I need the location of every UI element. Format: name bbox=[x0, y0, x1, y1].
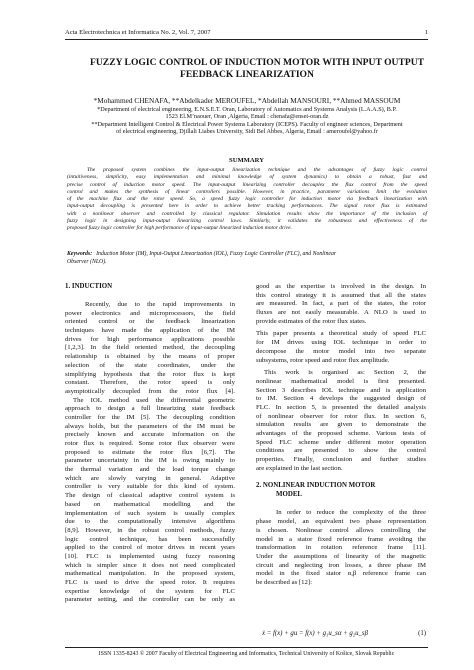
body-line: phase model, an equivalent two phase representation bbox=[256, 518, 426, 526]
left-column bbox=[65, 283, 235, 605]
body-line: expertise knowledge of the system for FLC bbox=[65, 587, 235, 595]
body-line: power electronics and microprocessors, the field bbox=[65, 309, 235, 317]
body-line: good as the expertise is involved in the design. In bbox=[256, 283, 426, 290]
summary-line: proposed fuzzy logic controller for high performance of input-output linearized induction motor drive. bbox=[67, 225, 292, 231]
body-line: are explained in the last section. bbox=[256, 464, 343, 472]
title-line: FUZZY LOGIC CONTROL OF INDUCTION MOTOR WITH INPUT OUTPUT bbox=[90, 57, 425, 68]
body-line: This paper presents a theoretical study of speed FLC bbox=[256, 330, 426, 338]
body-line: Speed FLC scheme under different motor operation bbox=[256, 438, 426, 446]
title-line: FEEDBACK LINEARIZATION bbox=[180, 68, 314, 80]
paper-title bbox=[90, 57, 425, 80]
body-line: to IM. Section 4 develops the suggested design of bbox=[256, 395, 426, 403]
body-line: circuit and neglecting iron losses, a three phase IM bbox=[256, 561, 426, 569]
body-line: logic control technique, has been successfully bbox=[65, 535, 235, 543]
affiliation-line: **Department Intelligent Control & Electrical Power Systems Laboratory (ICEPS). Faculty of engineer sciences, Department bbox=[91, 120, 403, 128]
page-number: 1 bbox=[424, 29, 428, 36]
body-line: always holds, but the parameters of the IM must be bbox=[65, 422, 235, 430]
body-line: nonlinear mathematical model is first presented. bbox=[256, 377, 426, 385]
section-heading-nonlinear-model: 2. NONLINEAR INDUCTION MOTOR bbox=[256, 482, 376, 490]
body-line: Recently, due to the rapid improvements in bbox=[85, 301, 235, 308]
body-line: precisely known and accurate information on the bbox=[65, 431, 235, 439]
body-line: for IM drives using IOL technique in order to bbox=[256, 339, 426, 347]
body-line: this control strategy it is assumed that all the states bbox=[256, 291, 426, 299]
body-line: transformation in rotation reference frame [11]. bbox=[256, 544, 426, 552]
affiliation-line: *Department of electrical engineering, E.N.S.E.T. Oran, Laboratory of Automatics and Systems Analysis (L.A.A.S), B.P. bbox=[97, 106, 397, 113]
right-column bbox=[256, 283, 426, 588]
body-line: [10]. FLC is implemented using fuzzy reasoning bbox=[65, 552, 235, 560]
body-line: parameter setting, and the controller can be only as bbox=[65, 596, 235, 604]
running-header bbox=[65, 29, 428, 39]
body-line: parameter uncertainty in the IM is owing mainly to bbox=[65, 457, 235, 465]
body-line: FLC is used to drive the speed rotor. It requires bbox=[65, 579, 235, 586]
body-line: The design of classical adaptive control system is bbox=[65, 492, 235, 500]
equation-1 bbox=[262, 630, 426, 640]
body-line: controller is very suitable for this kind of system. bbox=[65, 483, 235, 491]
equation-text: ẋ = f(x) + gu = f(x) + g₁u_sα + g₂u_sβ bbox=[262, 630, 368, 637]
body-line: In order to reduce the complexity of the three bbox=[276, 509, 426, 517]
body-line: controller for the IM [5]. The decoupling condition bbox=[65, 413, 235, 421]
summary-line: control and makes the synthesis of linear controllers possible. However, in practice, parameter variations limit the evolution bbox=[67, 188, 427, 195]
body-line: rotor flux is required. Some rotor flux observer were bbox=[65, 440, 235, 447]
footer-rule bbox=[65, 647, 428, 648]
body-line: based on mathematical modelling and the bbox=[65, 500, 235, 508]
body-line: of nonlinear observer for rotor flux. In section 6, bbox=[256, 412, 426, 420]
body-line: be described as [12]: bbox=[256, 578, 313, 586]
body-line: conditions are presented to show the control bbox=[256, 447, 426, 455]
keywords bbox=[67, 251, 427, 266]
keywords-text: Induction Motor (IM), Input-Output Linearization (IOL), Fuzzy Logic Controller (FLC), and Nonlinear bbox=[96, 251, 337, 257]
equation-number: (1) bbox=[418, 630, 426, 637]
body-line: the thermal variation and the load torque change bbox=[65, 466, 235, 474]
body-line: relationship is obtained by the means of proper bbox=[65, 353, 235, 361]
body-line: model in a stator fixed reference frame avoiding the bbox=[256, 535, 426, 543]
body-line: provide estimates of the rotor flux states. bbox=[256, 317, 367, 325]
keywords-line bbox=[67, 251, 427, 259]
body-line: [1,2,3]. In the field oriented method, the decoupling bbox=[65, 344, 235, 352]
body-line: which are slowly varying in general. Adaptive bbox=[65, 474, 235, 482]
body-line: decompose the motor model into two separate bbox=[256, 347, 426, 355]
summary-line: precise control of induction motor speed. The input-output linearizing controller decouplex the flux control from the speed bbox=[67, 181, 427, 188]
summary-line: input-output decoupling is presented here in order to achieve better tracking performances. The signal rotor flux is estimated bbox=[67, 203, 427, 210]
summary-text bbox=[67, 167, 427, 232]
body-line: model in the fixed stator α,β reference frame can bbox=[256, 570, 426, 578]
affiliation-line: 1523 El.M’naouer, Oran ,Algeria, Email : chenafa@enset-oran.dz bbox=[165, 113, 329, 121]
summary-line: with a nonlinear observer and controlled by classical regulator. Simulation results show the importance of the inclusion of bbox=[67, 210, 427, 217]
body-line: are measured. In fact, a part of the states, the rotor bbox=[256, 300, 426, 308]
body-line: techniques have made the application of the IM bbox=[65, 327, 235, 335]
summary-line: (intuitiveness, simplicity, easy implementation and minimal knowledge of system dynamics) to obtain a robust, fast and bbox=[67, 174, 427, 181]
body-line: selection of the state coordinates, under the bbox=[65, 361, 235, 369]
body-line: FLC. In section 5, is presented the detailed analysis bbox=[256, 403, 426, 411]
body-line: which is simpler since it does not need complicated bbox=[65, 561, 235, 569]
body-line: properties. Finally, conclusion and further studies bbox=[256, 456, 426, 464]
body-line: The IOL method used the differential geometric bbox=[73, 396, 235, 404]
body-line: subsystems, rotor speed and rotor flux amplitude. bbox=[256, 356, 390, 364]
body-line: due to the computationally intensive algorithms bbox=[65, 518, 235, 526]
keywords-label: Keywords: bbox=[67, 251, 93, 257]
keywords-line: Observer (NLO). bbox=[67, 258, 107, 265]
summary-line: of the machine flux and the rotor speed. So, a speed fuzzy logic controller for induction motor via feedback linearization with bbox=[67, 196, 427, 202]
author-list bbox=[70, 97, 424, 105]
section-heading-nonlinear-model-cont: MODEL bbox=[276, 491, 303, 499]
body-line: applied to the control of motor drives in recent years bbox=[65, 544, 235, 552]
body-line: constant. Therefore, the rotor speed is only bbox=[65, 379, 235, 387]
summary-line: fuzzy logic in designing input-output linearizing control laws. Similarly, it validates the robustness and effectiveness of the bbox=[67, 217, 427, 224]
body-line: oriented control or the feedback linearization bbox=[65, 318, 235, 326]
body-line: is chosen. Nonlinear control allows controlling the bbox=[256, 526, 426, 534]
body-line: asymptotically decoupled from the rotor flux [4]. bbox=[65, 387, 235, 395]
body-line: [8,9]. However, in the robust control methods, fuzzy bbox=[65, 526, 235, 534]
body-line: proposed to estimate the rotor flux [6,7]. The bbox=[65, 448, 235, 456]
summary-line: The proposed system combines the input-output linearization technique and the advantages of fuzzy logic control bbox=[87, 167, 427, 173]
journal-name: Acta Electrotechnica et Informatica No. 2, Vol. 7, 2007 bbox=[65, 29, 211, 36]
authors-line: *Mohammed CHENAFA, **Abdelkader MEROUFEL, *Abdellah MANSOURI, **Ahmed MASSOUM bbox=[93, 96, 401, 105]
summary-heading: SUMMARY bbox=[229, 157, 264, 164]
body-line: implementation of such system is usually complex bbox=[65, 509, 235, 517]
body-line: fluxes are not easily measurable. A NLO is used to bbox=[256, 309, 426, 317]
body-line: drives for high performance applications possible bbox=[65, 335, 235, 343]
body-line: approach to design a full linearizing state feedback bbox=[65, 405, 235, 413]
body-line: Under the assumptions of linearity of the magnetic bbox=[256, 552, 426, 560]
affiliations bbox=[70, 106, 424, 136]
body-line: Section 3 describes IOL technique and is application bbox=[256, 386, 426, 394]
body-line: simulation results are given to demonstrate the bbox=[256, 421, 426, 429]
section-heading-introduction: 1. INDUCTION bbox=[65, 283, 113, 290]
footer-text: ISSN 1335-8243 © 2007 Faculty of Electrical Engineering and Informatics, Technical University of Košice, Slovak Republic bbox=[98, 651, 395, 657]
body-line: This work is organised as: Section 2, the bbox=[264, 369, 426, 377]
affiliation-line: of electrical engineering, Djillali Liabes University, Sidi Bel Abbes, Algeria, Email : ameroufel@yahoo.fr bbox=[116, 128, 378, 136]
body-line: simplifying hypothesis that the rotor flux is kept bbox=[65, 370, 235, 378]
body-line: mathematical manipulation. In the proposed system, bbox=[65, 570, 235, 578]
header-rule bbox=[65, 39, 428, 40]
body-line: advantages of the proposed scheme. Various tests of bbox=[256, 430, 426, 437]
